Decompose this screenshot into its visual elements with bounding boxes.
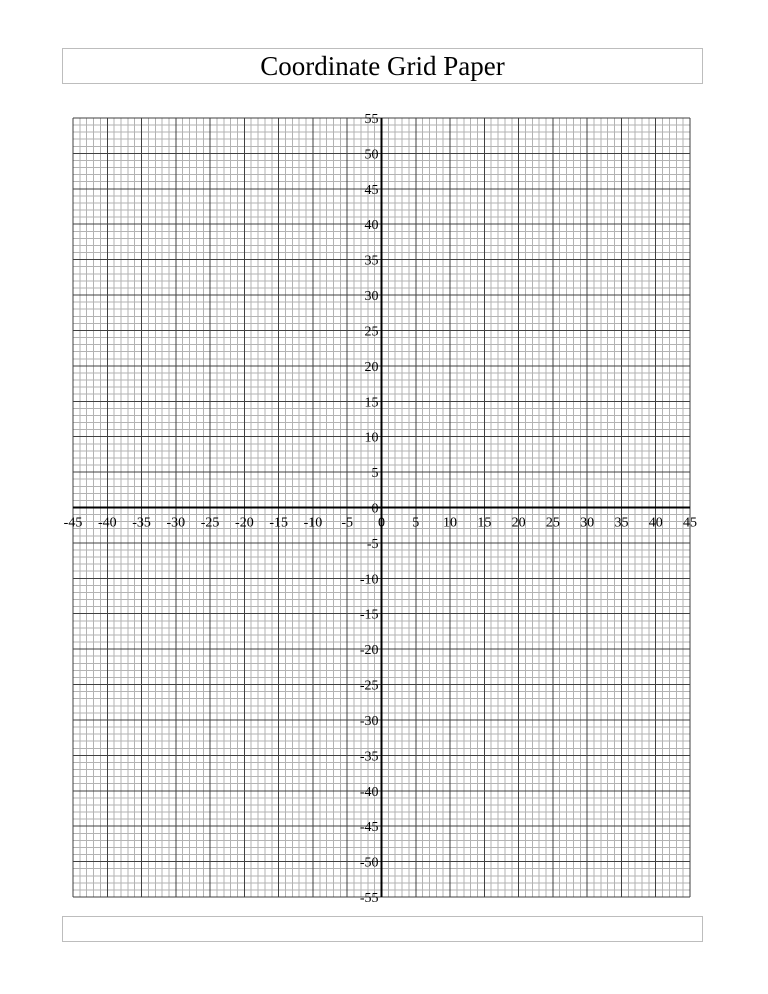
y-tick-label: -25: [359, 678, 379, 694]
y-tick-label: -45: [359, 820, 379, 836]
y-tick-label: 10: [364, 430, 379, 446]
x-tick-label: 40: [648, 515, 663, 531]
footer-box: [62, 916, 703, 942]
x-tick-label: -45: [63, 515, 83, 531]
x-tick-label: -5: [341, 515, 354, 531]
y-tick-label: 25: [364, 324, 379, 340]
y-tick-label: 55: [364, 112, 379, 127]
y-tick-label: -55: [359, 891, 379, 906]
y-tick-label: 35: [364, 253, 379, 269]
x-tick-label: 15: [477, 515, 492, 531]
x-tick-label: 30: [580, 515, 595, 531]
y-tick-label: -15: [359, 607, 379, 623]
x-tick-label: 0: [378, 515, 385, 531]
y-tick-label: -10: [359, 572, 379, 588]
y-tick-label: -50: [359, 855, 379, 871]
page-title: Coordinate Grid Paper: [260, 50, 505, 81]
x-tick-label: 25: [545, 515, 560, 531]
y-tick-label: -30: [359, 713, 379, 729]
y-tick-label: -20: [359, 643, 379, 659]
y-tick-label: -5: [366, 536, 379, 552]
x-tick-label: -15: [269, 515, 289, 531]
x-tick-label: 45: [683, 515, 697, 531]
y-tick-label: 0: [371, 501, 379, 517]
y-tick-label: 50: [364, 147, 379, 163]
x-tick-label: 10: [443, 515, 458, 531]
x-tick-label: -25: [200, 515, 220, 531]
y-tick-label: -40: [359, 784, 379, 800]
x-tick-label: 20: [511, 515, 526, 531]
y-tick-label: 45: [364, 182, 379, 198]
y-tick-label: 15: [364, 395, 379, 411]
x-tick-label: -35: [132, 515, 151, 531]
x-tick-label: -20: [235, 515, 254, 531]
y-tick-label: -35: [359, 749, 379, 765]
x-tick-label: -30: [166, 515, 186, 531]
y-tick-label: 20: [364, 359, 379, 375]
y-tick-label: 30: [364, 289, 379, 305]
axes: [73, 118, 690, 897]
y-tick-label: 5: [371, 466, 379, 482]
x-tick-label: 5: [412, 515, 420, 531]
x-tick-label: -40: [97, 515, 117, 531]
y-tick-label: 40: [364, 218, 379, 234]
x-tick-label: -10: [303, 515, 323, 531]
x-tick-label: 35: [614, 515, 629, 531]
